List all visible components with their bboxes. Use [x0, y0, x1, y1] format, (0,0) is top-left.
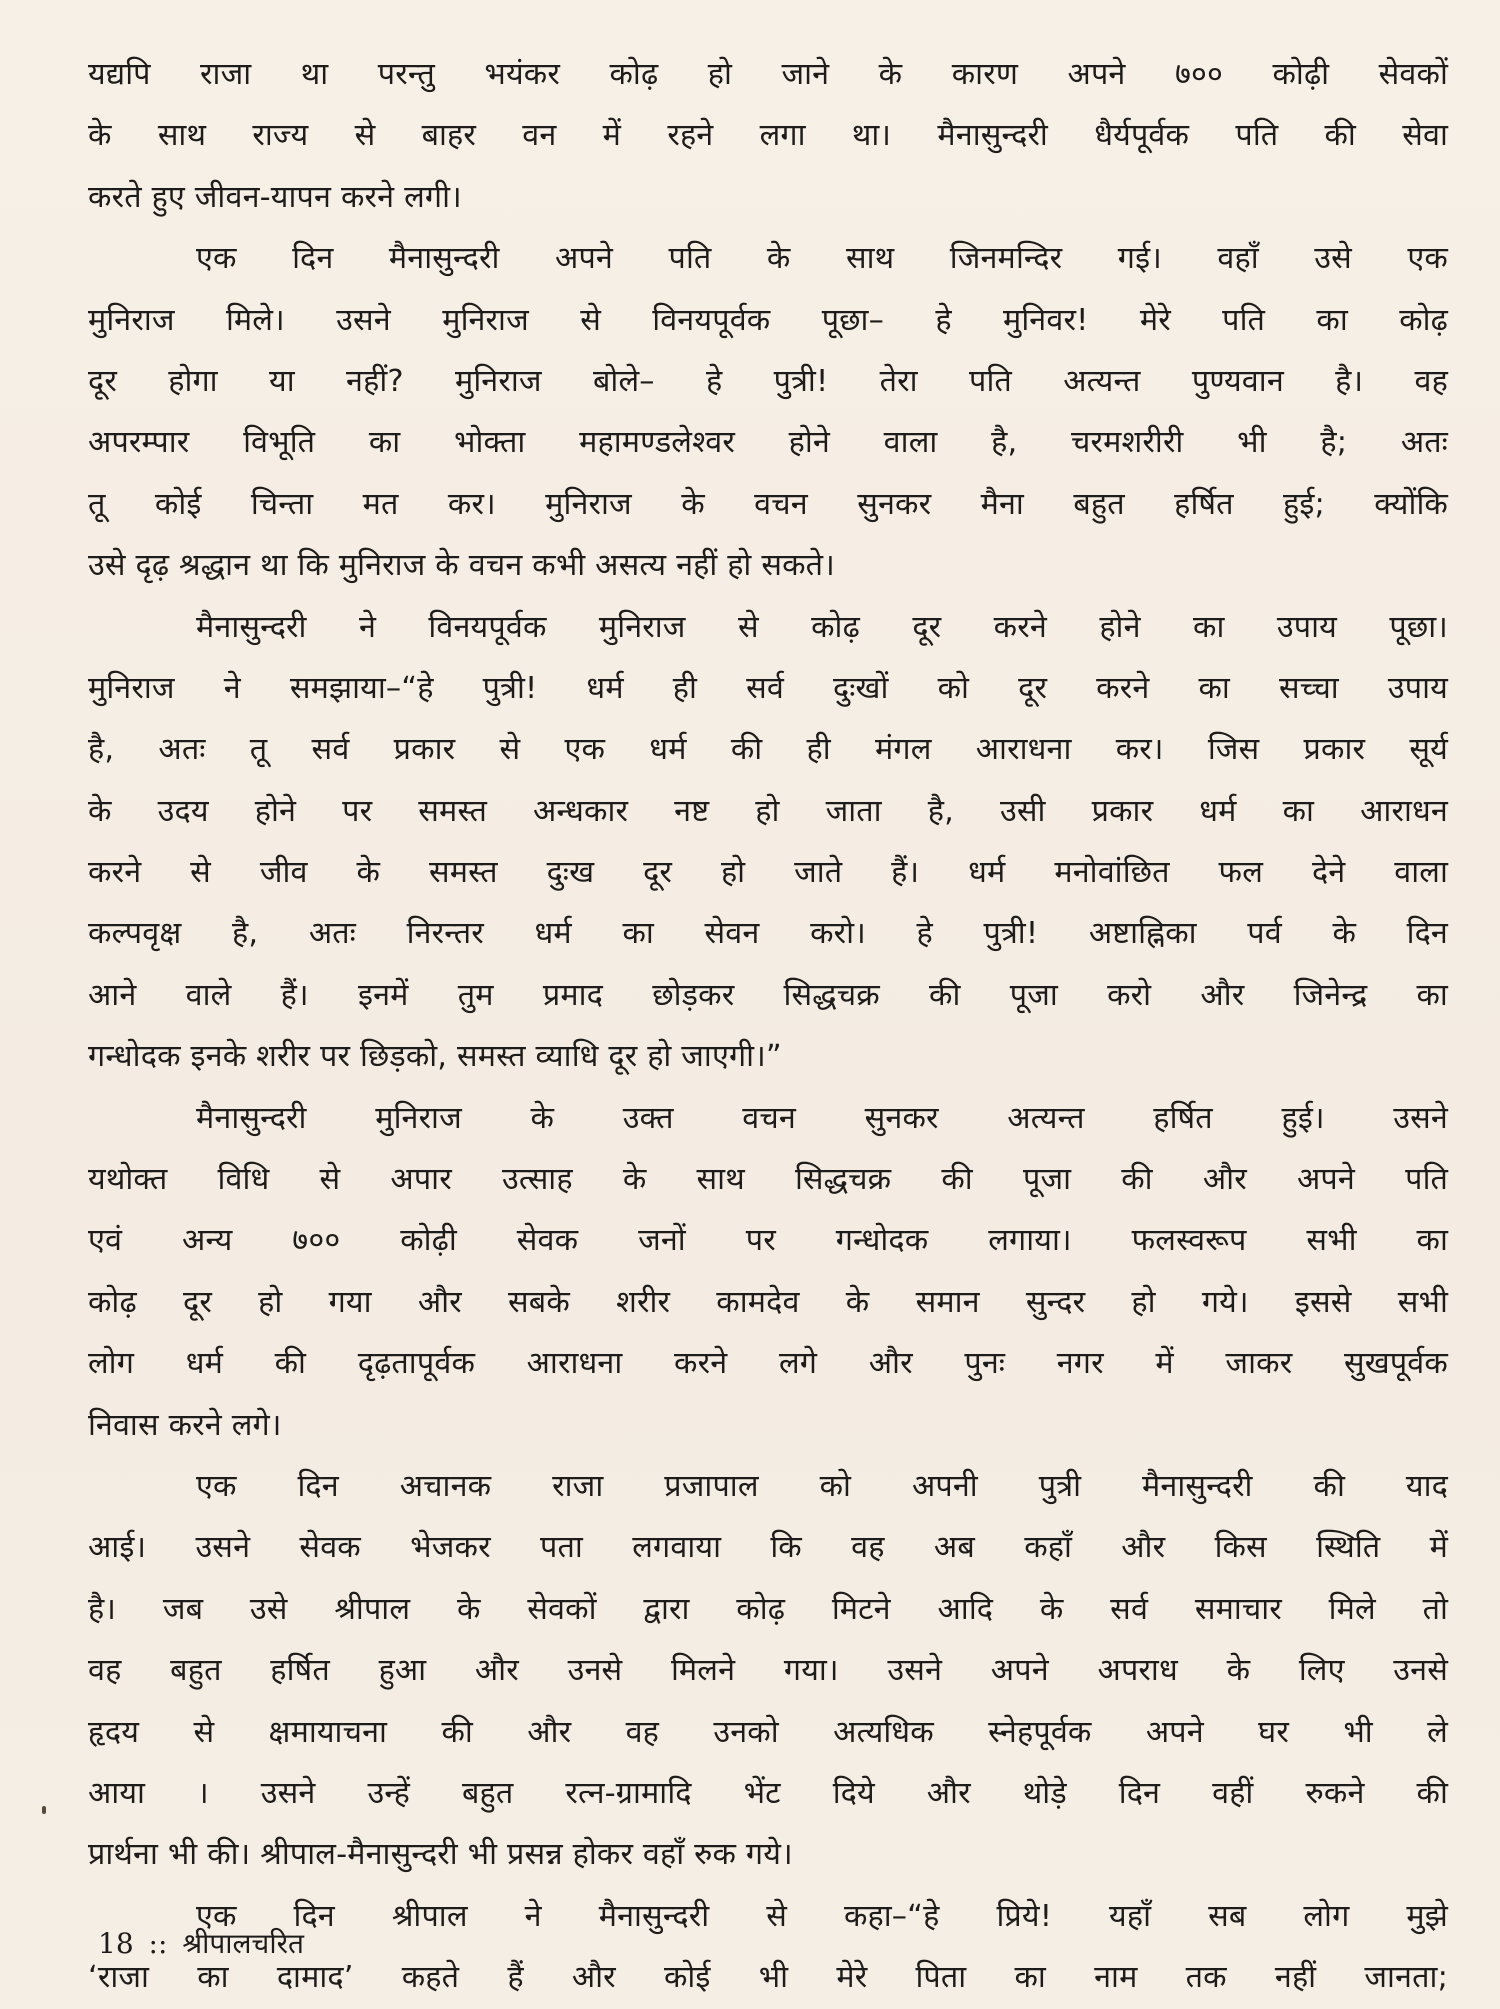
page-number: 18 — [98, 1927, 134, 1960]
text-line: वह बहुत हर्षित हुआ और उनसे मिलने गया। उसने अपने अपराध के लिए उनसे — [88, 1653, 1448, 1689]
paragraph-start-line: एक दिन अचानक राजा प्रजापाल को अपनी पुत्री मैनासुन्दरी की याद — [196, 1468, 1448, 1504]
footer-separator: :: — [148, 1927, 168, 1960]
text-line: यथोक्त विधि से अपार उत्साह के साथ सिद्धचक्र की पूजा की और अपने पति — [88, 1162, 1448, 1198]
paragraph-start-line: एक दिन मैनासुन्दरी अपने पति के साथ जिनमन्दिर गई। वहाँ उसे एक — [196, 241, 1448, 277]
body-text — [88, 44, 1448, 2009]
text-line: एवं अन्य ७०० कोढ़ी सेवक जनों पर गन्धोदक लगाया। फलस्वरूप सभी का — [88, 1223, 1448, 1259]
text-line: उसे दृढ़ श्रद्धान था कि मुनिराज के वचन कभी असत्य नहीं हो सकते। — [88, 548, 835, 584]
text-line: यद्यपि राजा था परन्तु भयंकर कोढ़ हो जाने के कारण अपने ७०० कोढ़ी सेवकों — [88, 57, 1448, 92]
text-line: आया । उसने उन्हें बहुत रत्न-ग्रामादि भेंट दिये और थोड़े दिन वहीं रुकने की — [88, 1775, 1448, 1811]
text-line: आई। उसने सेवक भेजकर पता लगवाया कि वह अब कहाँ और किस स्थिति में — [88, 1530, 1448, 1566]
text-line: हृदय से क्षमायाचना की और वह उनको अत्यधिक स्नेहपूर्वक अपने घर भी ले — [88, 1714, 1448, 1750]
paragraph-start-line: मैनासुन्दरी मुनिराज के उक्त वचन सुनकर अत्यन्त हर्षित हुई। उसने — [196, 1100, 1448, 1136]
page-footer — [98, 1924, 304, 1962]
paragraph-start-line: मैनासुन्दरी ने विनयपूर्वक मुनिराज से कोढ़ दूर करने होने का उपाय पूछा। — [196, 609, 1448, 645]
text-line: दूर होगा या नहीं? मुनिराज बोले– हे पुत्री! तेरा पति अत्यन्त पुण्यवान है। वह — [88, 363, 1448, 399]
text-line: के साथ राज्य से बाहर वन में रहने लगा था। मैनासुन्दरी धैर्यपूर्वक पति की सेवा — [88, 118, 1448, 154]
text-line: करने से जीव के समस्त दुःख दूर हो जाते हैं। धर्म मनोवांछित फल देने वाला — [88, 855, 1448, 891]
text-line: कल्पवृक्ष है, अतः निरन्तर धर्म का सेवन करो। हे पुत्री! अष्टाह्निका पर्व के दिन — [88, 916, 1448, 952]
text-line: आने वाले हैं। इनमें तुम प्रमाद छोड़कर सिद्धचक्र की पूजा करो और जिनेन्द्र का — [88, 977, 1448, 1013]
text-line: कोढ़ दूर हो गया और सबके शरीर कामदेव के समान सुन्दर हो गये। इससे सभी — [88, 1284, 1448, 1320]
text-line: अपरम्पार विभूति का भोक्ता महामण्डलेश्वर होने वाला है, चरमशरीरी भी है; अतः — [88, 425, 1448, 461]
text-line: है, अतः तू सर्व प्रकार से एक धर्म की ही मंगल आराधना कर। जिस प्रकार सूर्य — [88, 732, 1448, 768]
paragraph-start-line: एक दिन श्रीपाल ने मैनासुन्दरी से कहा–“हे प्रिये! यहाँ सब लोग मुझे — [196, 1898, 1448, 1934]
ink-speck — [42, 1806, 46, 1814]
text-line: लोग धर्म की दृढ़तापूर्वक आराधना करने लगे और पुनः नगर में जाकर सुखपूर्वक — [88, 1346, 1448, 1382]
text-line: मुनिराज ने समझाया–“हे पुत्री! धर्म ही सर्व दुःखों को दूर करने का सच्चा उपाय — [88, 670, 1448, 706]
text-line: मुनिराज मिले। उसने मुनिराज से विनयपूर्वक पूछा– हे मुनिवर! मेरे पति का कोढ़ — [88, 302, 1448, 338]
text-line: गन्धोदक इनके शरीर पर छिड़को, समस्त व्याधि दूर हो जाएगी।” — [88, 1039, 782, 1075]
text-line: के उदय होने पर समस्त अन्धकार नष्ट हो जाता है, उसी प्रकार धर्म का आराधन — [88, 793, 1448, 829]
text-line: है। जब उसे श्रीपाल के सेवकों द्वारा कोढ़ मिटने आदि के सर्व समाचार मिले तो — [88, 1591, 1448, 1627]
text-line: ‘राजा का दामाद’ कहते हैं और कोई भी मेरे पिता का नाम तक नहीं जानता; — [88, 1960, 1448, 1996]
text-line: प्रार्थना भी की। श्रीपाल-मैनासुन्दरी भी प्रसन्न होकर वहाँ रुक गये। — [88, 1837, 793, 1873]
text-line: तू कोई चिन्ता मत कर। मुनिराज के वचन सुनकर मैना बहुत हर्षित हुई; क्योंकि — [88, 486, 1448, 522]
text-line: करते हुए जीवन-यापन करने लगी। — [88, 179, 462, 215]
book-title: श्रीपालचरित — [182, 1927, 304, 1960]
text-line: निवास करने लगे। — [88, 1407, 282, 1443]
